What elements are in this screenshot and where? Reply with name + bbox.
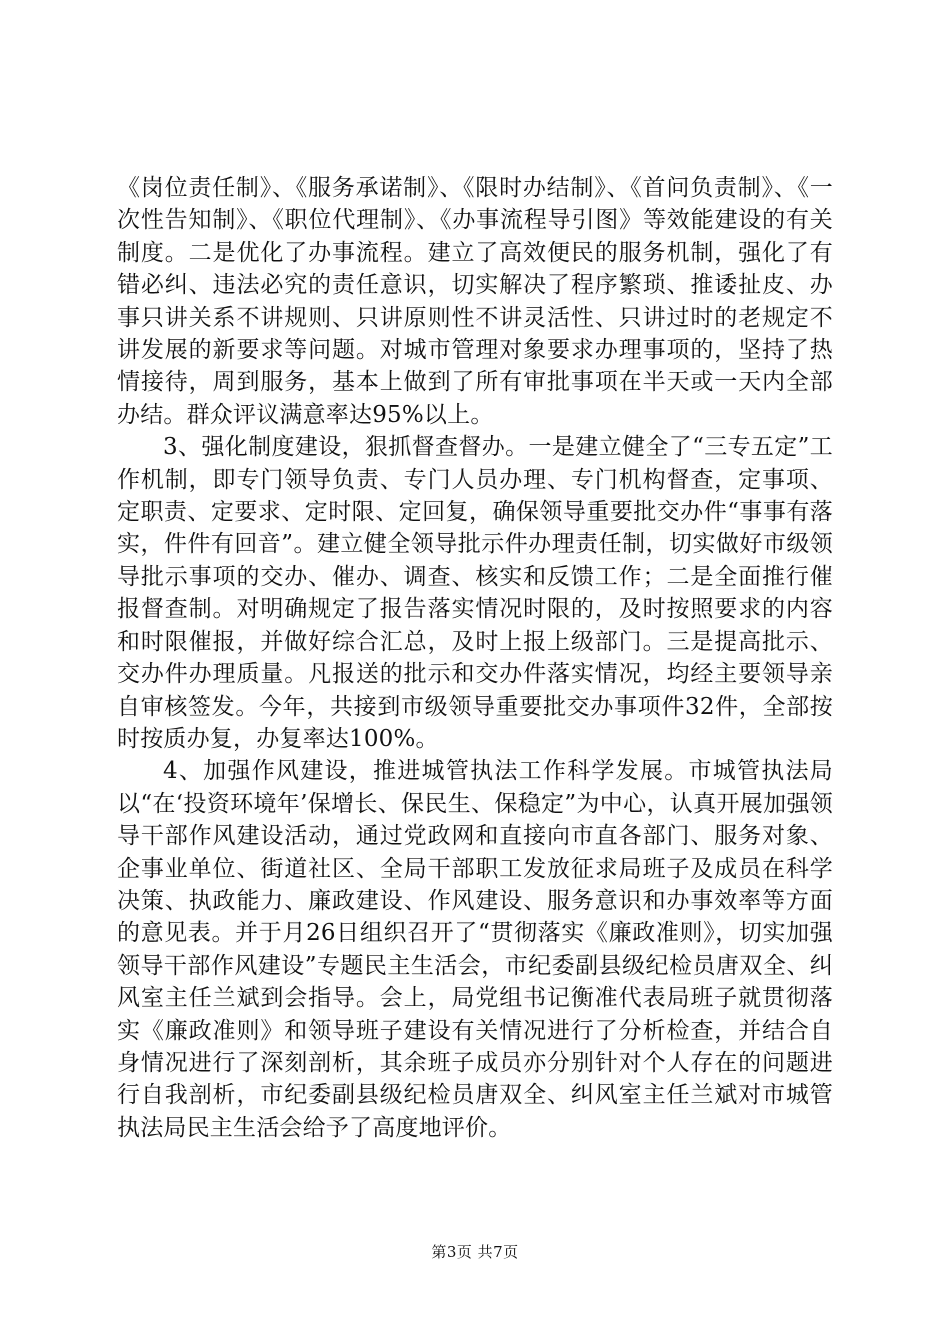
page-number-footer: 第3页 共7页 [431, 1243, 519, 1261]
paragraph-efficiency-system: 《岗位责任制》、《服务承诺制》、《限时办结制》、《首问负责制》、《一次性告知制》、《职位代理制》、《办事流程导引图》等效能建设的有关制度。二是优化了办事流程。建立了高效便民的服务机制，强化了有错必纠、违法必究的责任意识，切实解决了程序繁琐、推诿扯皮、办事只讲关系不讲规则、只讲原则性不讲灵活性、只讲过时的老规定不讲发展的新要求等问题。对城市管理对象要求办理事项的，坚持了热情接待，周到服务，基本上做到了所有审批事项在半天或一天内全部办结。群众评议满意率达95%以上。 [117, 175, 833, 428]
paragraph-work-style: 4、加强作风建设，推进城管执法工作科学发展。市城管执法局以“在‘投资环境年’保增长、保民生、保稳定”为中心，认真开展加强领导干部作风建设活动，通过党政网和直接向市直各部门、服务对象、企事业单位、街道社区、全局干部职工发放征求局班子及成员在科学决策、执政能力、廉政建设、作风建设、服务意识和办事效率等方面的意见表。并于月26日组织召开了“贯彻落实《廉政准则》，切实加强领导干部作风建设”专题民主生活会，市纪委副县级纪检员唐双全、纠风室主任兰斌到会指导。会上，局党组书记衡准代表局班子就贯彻落实《廉政准则》和领导班子建设有关情况进行了分析检查，并结合自身情况进行了深刻剖析，其余班子成员亦分别针对个人存在的问题进行自我剖析，市纪委副县级纪检员唐双全、纠风室主任兰斌对市城管执法局民主生活会给予了高度地评价。 [117, 758, 833, 1141]
document-body [117, 172, 833, 1144]
paragraph-supervision-system: 3、强化制度建设，狠抓督查督办。一是建立健全了“三专五定”工作机制，即专门领导负责、专门人员办理、专门机构督查，定事项、定职责、定要求、定时限、定回复，确保领导重要批交办件“事事有落实，件件有回音”。建立健全领导批示件办理责任制，切实做好市级领导批示事项的交办、催办、调查、核实和反馈工作；二是全面推行催报督查制。对明确规定了报告落实情况时限的，及时按照要求的内容和时限催报，并做好综合汇总，及时上报上级部门。三是提高批示、交办件办理质量。凡报送的批示和交办件落实情况，均经主要领导亲自审核签发。今年，共接到市级领导重要批交办事项件32件，全部按时按质办复，办复率达100%。 [117, 434, 833, 752]
